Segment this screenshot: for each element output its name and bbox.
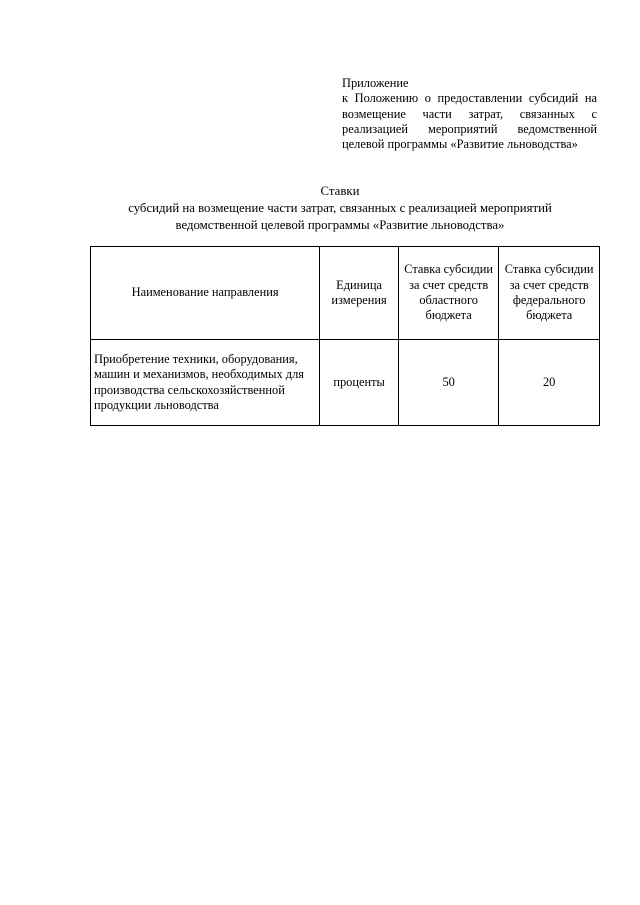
appendix-text: к Положению о предоставлении субсидий на возмещение части затрат, связанных с реализацией мероприятий ведомственной целевой программы «Развитие льноводства»: [342, 91, 597, 152]
table-row: [91, 340, 600, 426]
appendix-block: [342, 76, 597, 152]
header-regional-rate: Ставка субсидии за счет средств областного бюджета: [398, 247, 498, 340]
document-title: [80, 183, 600, 234]
cell-regional-rate: 50: [398, 340, 498, 426]
cell-unit: проценты: [320, 340, 399, 426]
rates-table: [90, 246, 600, 426]
title-line-2: субсидий на возмещение части затрат, связанных с реализацией мероприятий: [128, 201, 552, 215]
header-direction: Наименование направления: [91, 247, 320, 340]
title-line-1: Ставки: [320, 184, 360, 198]
header-federal-rate: Ставка субсидии за счет средств федерального бюджета: [499, 247, 600, 340]
cell-direction: Приобретение техники, оборудования, машин и механизмов, необходимых для производства сельскохозяйственной продукции льноводства: [91, 340, 320, 426]
cell-federal-rate: 20: [499, 340, 600, 426]
appendix-heading: Приложение: [342, 76, 409, 90]
header-unit: Единица измерения: [320, 247, 399, 340]
title-line-3: ведомственной целевой программы «Развитие льноводства»: [175, 218, 505, 232]
table-header-row: [91, 247, 600, 340]
